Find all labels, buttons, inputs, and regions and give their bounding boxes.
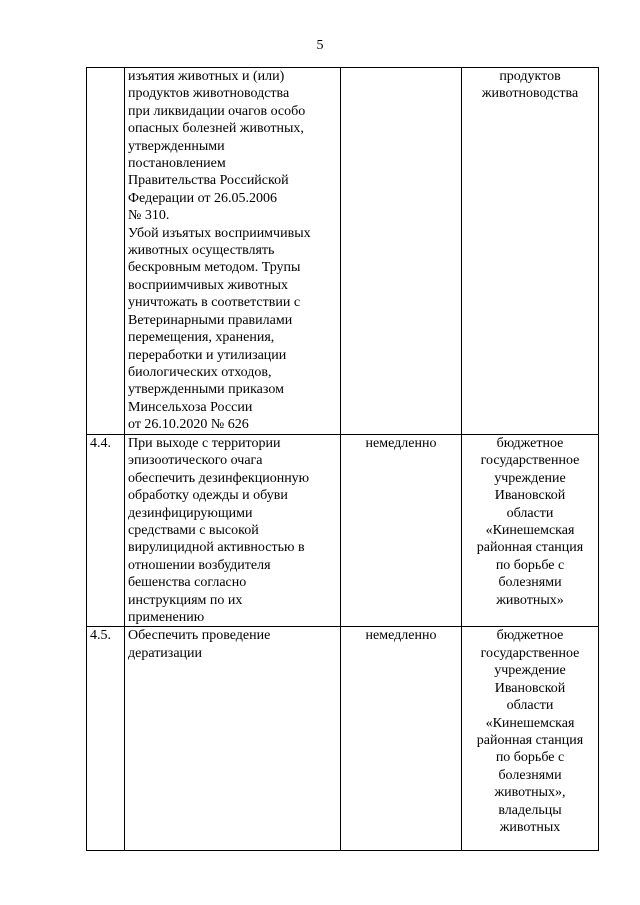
responsible-line: животных bbox=[499, 819, 561, 835]
measure-text-line: постановлением bbox=[128, 156, 226, 172]
responsible-line: болезнями bbox=[498, 575, 562, 591]
responsible-line: бюджетное bbox=[496, 436, 564, 451]
responsible-line: области bbox=[506, 698, 554, 714]
measure-text-line: перемещения, хранения, bbox=[128, 330, 275, 346]
responsible-line: «Кинешемская bbox=[485, 715, 575, 731]
measure-text-line: восприимчивых животных bbox=[128, 277, 288, 293]
measure-text-line: утвержденными bbox=[128, 138, 225, 154]
measure-text-line: продуктов животноводства bbox=[128, 86, 290, 102]
item-number: 4.5. bbox=[90, 628, 111, 644]
responsible-line: животноводства bbox=[481, 86, 579, 102]
measures-table bbox=[86, 67, 599, 851]
measure-text-line: бешенства согласно bbox=[128, 575, 247, 591]
table-row bbox=[87, 627, 599, 851]
term-text: немедленно bbox=[365, 436, 437, 451]
responsible-line: продуктов bbox=[499, 69, 561, 84]
responsible-cell bbox=[462, 68, 599, 435]
measure-text-line: Обеспечить проведение bbox=[128, 628, 271, 644]
responsible-line: Ивановской bbox=[494, 680, 566, 696]
measure-text-line: дезинфицирующими bbox=[128, 505, 253, 521]
measure-text-line: опасных болезней животных, bbox=[128, 121, 304, 137]
term-cell bbox=[341, 627, 462, 851]
measure-text-line: дератизации bbox=[128, 645, 203, 661]
term-cell bbox=[341, 68, 462, 435]
item-number-cell bbox=[87, 627, 125, 851]
responsible-line: владельцы bbox=[498, 802, 562, 818]
responsible-line: по борьбе с bbox=[495, 750, 565, 766]
measure-text-line: обеспечить дезинфекционную bbox=[128, 470, 310, 486]
measure-text-line: животных осуществлять bbox=[128, 243, 275, 259]
measure-text-line: изъятия животных и (или) bbox=[128, 69, 285, 84]
measure-text-line: переработки и утилизации bbox=[128, 347, 287, 363]
responsible-line: по борьбе с bbox=[495, 557, 565, 573]
measure-text-line: средствами с высокой bbox=[128, 523, 259, 539]
responsible-line: районная станция bbox=[476, 540, 584, 556]
measure-text-cell bbox=[125, 627, 341, 851]
responsible-line: государственное bbox=[480, 645, 580, 661]
item-number-cell bbox=[87, 435, 125, 627]
measure-text-line: Ветеринарными правилами bbox=[128, 312, 293, 328]
responsible-line: Ивановской bbox=[494, 488, 566, 504]
responsible-line: «Кинешемская bbox=[485, 523, 575, 539]
measure-text-line: от 26.10.2020 № 626 bbox=[128, 417, 249, 433]
measure-text-line: Федерации от 26.05.2006 bbox=[128, 190, 278, 206]
table-row bbox=[87, 435, 599, 627]
page-number: 5 bbox=[316, 38, 324, 53]
responsible-line: бюджетное bbox=[496, 628, 564, 644]
responsible-line: болезнями bbox=[498, 767, 562, 783]
measure-text-line: Убой изъятых восприимчивых bbox=[128, 225, 311, 241]
measure-text-cell bbox=[125, 435, 341, 627]
measure-text-line: обработку одежды и обуви bbox=[128, 488, 288, 504]
measure-text-line: № 310. bbox=[128, 208, 170, 224]
measure-text-line: Минсельхоза России bbox=[128, 399, 253, 415]
term-text: немедленно bbox=[365, 628, 437, 644]
responsible-line: учреждение bbox=[494, 663, 566, 679]
responsible-line: учреждение bbox=[494, 470, 566, 486]
responsible-line: государственное bbox=[480, 453, 580, 469]
measure-text-cell bbox=[125, 68, 341, 435]
term-cell bbox=[341, 435, 462, 627]
responsible-line: районная станция bbox=[476, 732, 584, 748]
responsible-line: области bbox=[506, 505, 554, 521]
table-row bbox=[87, 68, 599, 435]
measure-text-line: инструкциям по их bbox=[128, 592, 243, 608]
measure-text-line: применению bbox=[128, 610, 205, 626]
measure-text-line: эпизоотического очага bbox=[128, 453, 263, 469]
item-number-cell bbox=[87, 68, 125, 435]
measure-text-line: отношении возбудителя bbox=[128, 557, 271, 573]
measure-text-line: бескровным методом. Трупы bbox=[128, 260, 301, 276]
measure-text-line: биологических отходов, bbox=[128, 364, 272, 380]
measure-text-line: При выходе с территории bbox=[128, 436, 281, 451]
responsible-cell bbox=[462, 627, 599, 851]
responsible-line: животных», bbox=[494, 785, 566, 801]
measure-text-line: уничтожать в соответствии с bbox=[128, 295, 301, 311]
responsible-line: животных» bbox=[496, 592, 564, 608]
measure-text-line: вирулицидной активностью в bbox=[128, 540, 305, 556]
item-number: 4.4. bbox=[90, 436, 111, 451]
responsible-cell bbox=[462, 435, 599, 627]
measure-text-line: утвержденными приказом bbox=[128, 382, 284, 398]
measure-text-line: при ликвидации очагов особо bbox=[128, 103, 306, 119]
measure-text-line: Правительства Российской bbox=[128, 173, 289, 189]
